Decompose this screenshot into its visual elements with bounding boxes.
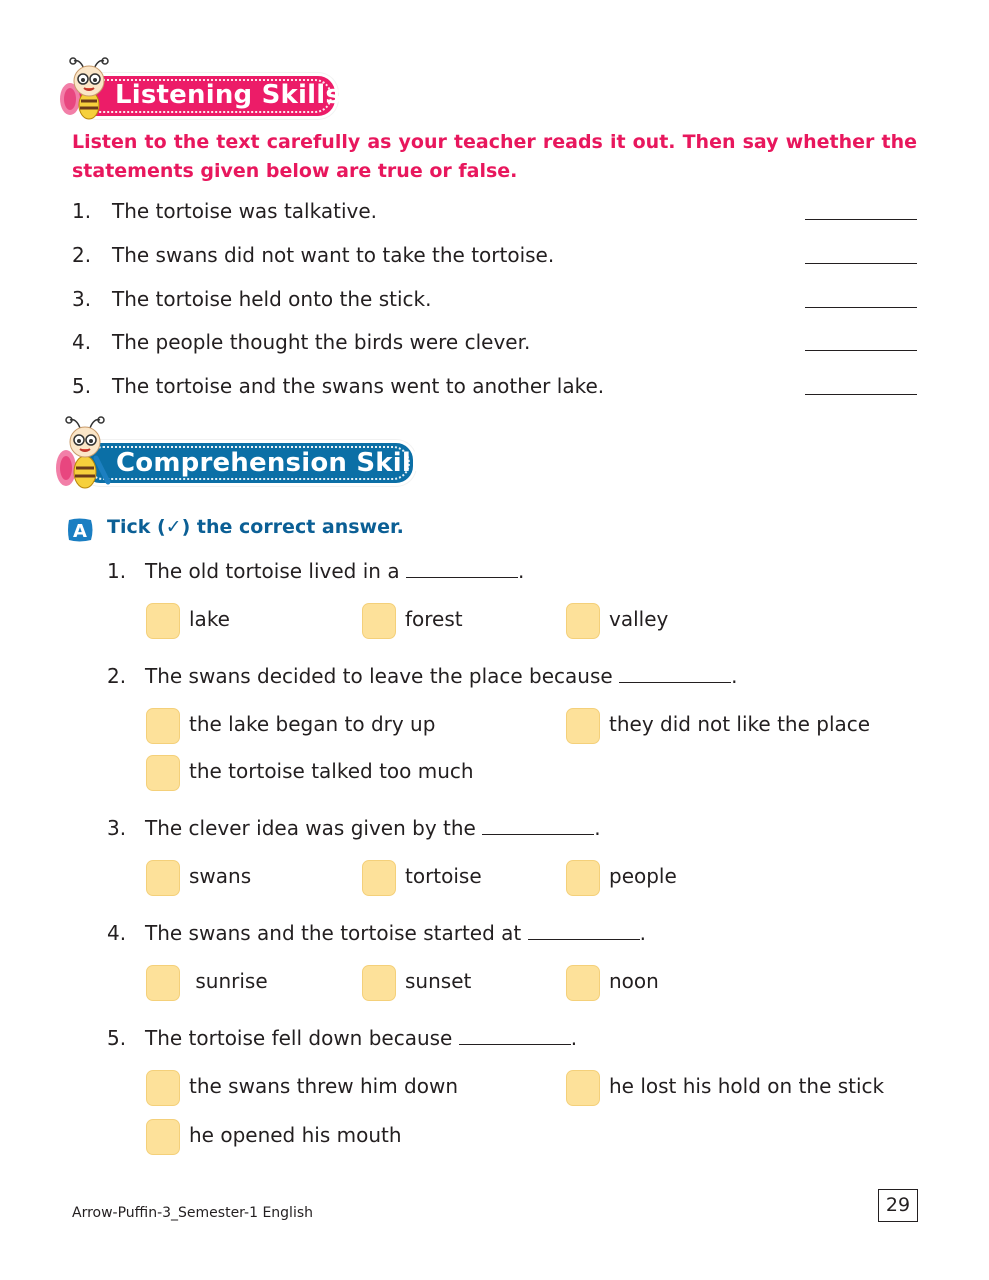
section-a-badge-icon [65, 516, 95, 544]
tick-box[interactable] [362, 965, 396, 1001]
list-item: 3. The tortoise held onto the stick. [72, 287, 917, 315]
tick-box[interactable] [566, 603, 600, 639]
list-item: 5. The tortoise and the swans went to another lake. [72, 374, 917, 402]
tick-box[interactable] [566, 965, 600, 1001]
tick-box[interactable] [146, 965, 180, 1001]
question-4: 4. The swans and the tortoise started at . [107, 921, 646, 945]
question-1: 1. The old tortoise lived in a . [107, 559, 525, 583]
svg-text:A: A [73, 521, 87, 542]
answer-blank[interactable] [805, 307, 917, 308]
answer-blank[interactable] [528, 921, 640, 940]
tick-box[interactable] [566, 708, 600, 744]
list-item: 1. The tortoise was talkative. [72, 199, 917, 227]
question-3: 3. The clever idea was given by the . [107, 816, 601, 840]
answer-blank[interactable] [805, 263, 917, 264]
tick-box[interactable] [146, 603, 180, 639]
list-item: 4. The people thought the birds were clever. [72, 330, 917, 358]
answer-blank[interactable] [406, 559, 518, 578]
answer-blank[interactable] [482, 816, 594, 835]
list-item: 2. The swans did not want to take the tortoise. [72, 243, 917, 271]
book-title-footer: Arrow-Puffin-3_Semester-1 English [72, 1205, 314, 1221]
tick-box[interactable] [362, 603, 396, 639]
comprehension-skills-banner [80, 440, 436, 486]
bee-mascot-icon [60, 55, 124, 121]
question-2: 2. The swans decided to leave the place because . [107, 664, 738, 688]
answer-blank[interactable] [459, 1026, 571, 1045]
tick-box[interactable] [566, 1070, 600, 1106]
listening-skills-title: Listening Skills [115, 80, 342, 110]
section-a-title: Tick (✓) the correct answer. [107, 516, 404, 538]
tick-box[interactable] [362, 860, 396, 896]
answer-blank[interactable] [805, 394, 917, 395]
tick-box[interactable] [146, 755, 180, 791]
question-5: 5. The tortoise fell down because . [107, 1026, 578, 1050]
tick-box[interactable] [146, 860, 180, 896]
answer-blank[interactable] [805, 350, 917, 351]
bee-mascot-icon [56, 412, 122, 492]
page-number: 29 [878, 1189, 918, 1222]
tick-box[interactable] [146, 1119, 180, 1155]
tick-box[interactable] [566, 860, 600, 896]
comprehension-skills-title: Comprehension Skills [116, 448, 436, 478]
answer-blank[interactable] [805, 219, 917, 220]
answer-blank[interactable] [619, 664, 731, 683]
listening-instruction: Listen to the text carefully as your teacher reads it out. Then say whether the statements given below are true or false. [72, 131, 917, 182]
tick-box[interactable] [146, 1070, 180, 1106]
tick-box[interactable] [146, 708, 180, 744]
